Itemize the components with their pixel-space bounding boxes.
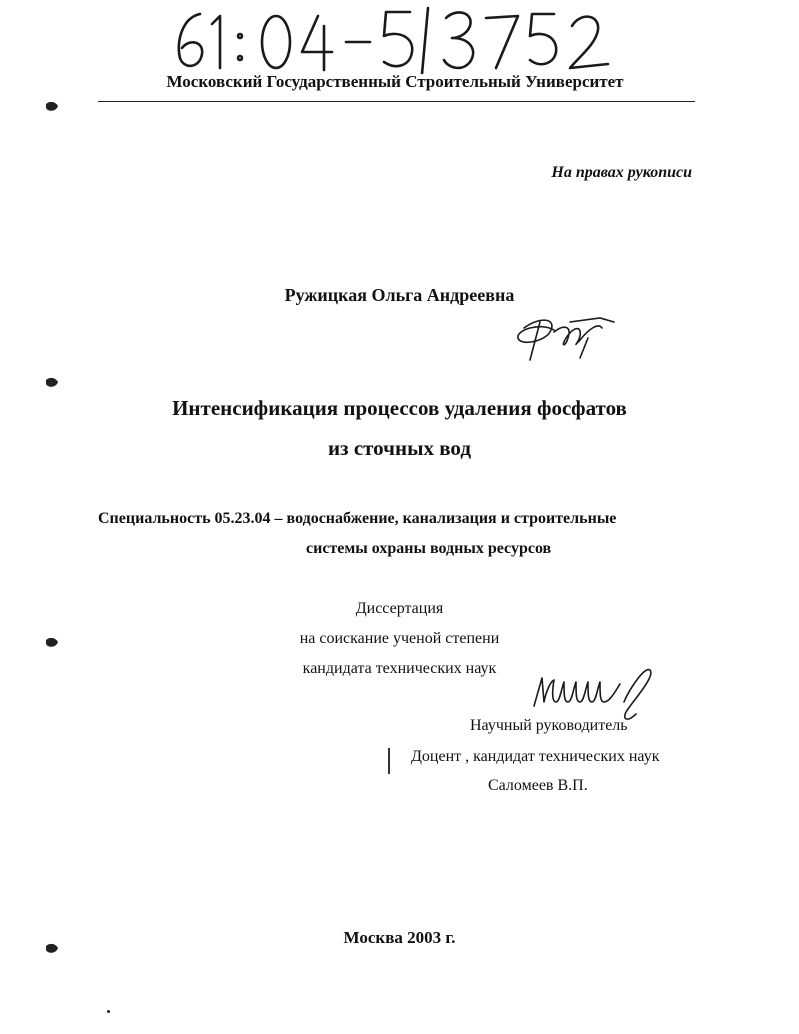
- supervisor-role: Научный руководитель: [470, 717, 628, 734]
- author-signature: [510, 308, 625, 368]
- punch-hole-mark: [44, 100, 60, 114]
- supervisor-name: Саломеев В.П.: [488, 777, 588, 794]
- header-divider: [98, 101, 695, 102]
- city-year: Москва 2003 г.: [343, 928, 456, 947]
- dissertation-title-line1: Интенсификация процессов удаления фосфатов: [172, 396, 627, 420]
- specialty-line1: Специальность 05.23.04 – водоснабжение, канализация и строительные: [98, 510, 617, 527]
- dissertation-title-line2: из сточных вод: [328, 436, 471, 460]
- punch-hole-mark: [44, 376, 60, 390]
- margin-mark: [388, 748, 390, 774]
- degree-field: кандидата технических наук: [302, 660, 497, 677]
- speck: [107, 1010, 110, 1013]
- supervisor-signature: [528, 662, 663, 722]
- specialty-line2: системы охраны водных ресурсов: [306, 540, 552, 557]
- dissertation-label: Диссертация: [355, 600, 444, 617]
- university-name: Московский Государственный Строительный Университет: [166, 72, 624, 91]
- archive-number-handwritten: [160, 2, 620, 74]
- degree-line: на соискание ученой степени: [299, 630, 500, 647]
- supervisor-title: Доцент , кандидат технических наук: [411, 748, 660, 765]
- author-name: Ружицкая Ольга Андреевна: [284, 285, 515, 305]
- rights-note: На правах рукописи: [551, 164, 692, 181]
